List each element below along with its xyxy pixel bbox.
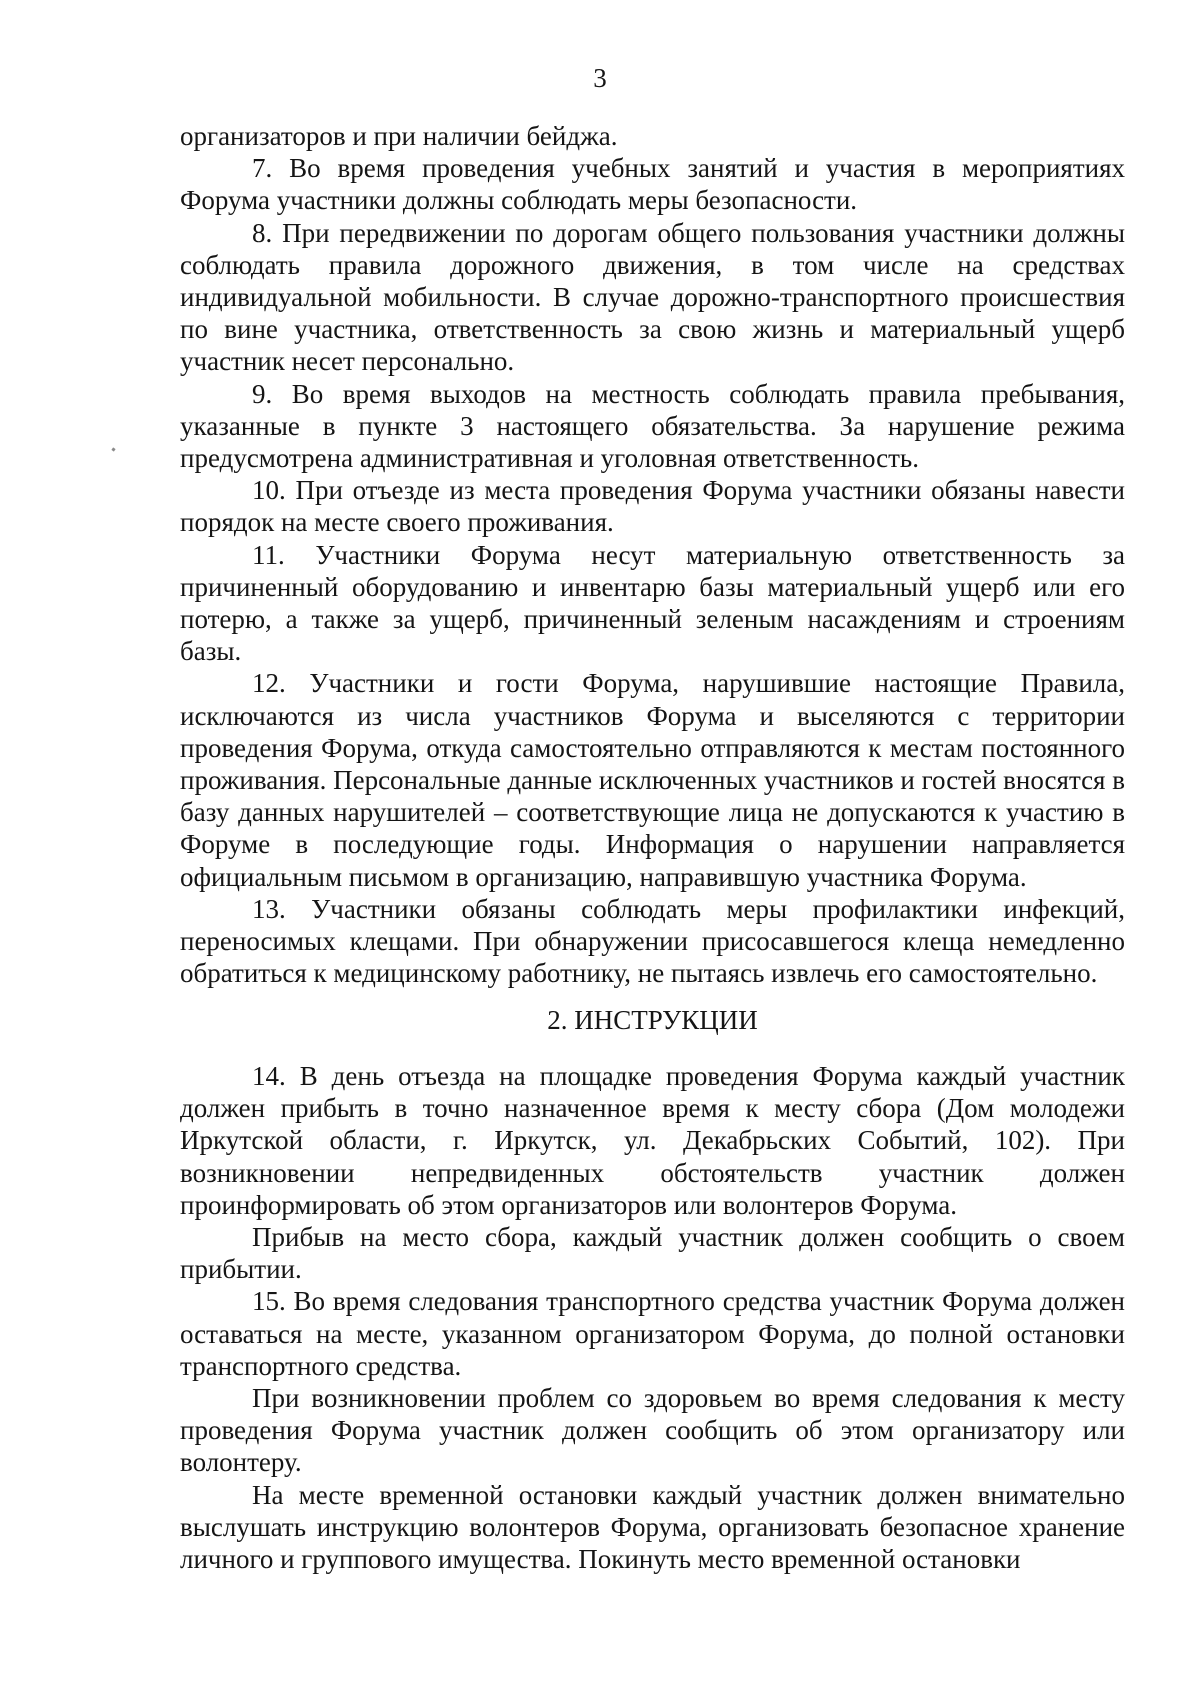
paragraph-item-14: 14. В день отъезда на площадке проведения Форума каждый участник должен прибыть в точно назначенное время к месту сбора (Дом молодежи Иркутской области, г. Иркутск, ул. Декабрьских Событий, 102). При возникновении непредвиденных обстоятельств участник должен проинформировать об этом организаторов или волонтеров Форума. (180, 1061, 1125, 1220)
paragraph-item-15: 15. Во время следования транспортного средства участник Форума должен оставаться на месте, указанном организатором Форума, до полной остановки транспортного средства. (180, 1286, 1125, 1381)
paragraph-item-13: 13. Участники обязаны соблюдать меры профилактики инфекций, переносимых клещами. При обнаружении присосавшегося клеща немедленно обратиться к медицинскому работнику, не пытаясь извлечь его самостоятельно. (180, 893, 1125, 989)
paragraph-item-11: 11. Участники Форума несут материальную ответственность за причиненный оборудованию и инвентарю базы материальный ущерб или его потерю, а также за ущерб, причиненный зеленым насаждениям и строениям базы. (180, 539, 1125, 667)
paragraph-arrival: Прибыв на место сбора, каждый участник должен сообщить о своем прибытии. (180, 1222, 1125, 1285)
page-number: 3 (593, 63, 607, 93)
section-2-body (180, 1060, 1125, 1575)
paragraph-item-8: 8. При передвижении по дорогам общего пользования участники должны соблюдать правила дорожного движения, в том числе на средствах индивидуальной мобильности. В случае дорожно-транспортного происшествия по вине участника, ответственность за свою жизнь и материальный ущерб участник несет персонально. (180, 217, 1125, 377)
paragraph-continuation: организаторов и при наличии бейджа. (180, 121, 618, 151)
paragraph-item-7: 7. Во время проведения учебных занятий и участия в мероприятиях Форума участники должны соблюдать меры безопасности. (180, 153, 1125, 216)
paragraph-item-10: 10. При отъезде из места проведения Форума участники обязаны навести порядок на месте своего проживания. (180, 475, 1125, 538)
section-1-body (180, 120, 1125, 989)
paragraph-item-12: 12. Участники и гости Форума, нарушившие настоящие Правила, исключаются из числа участников Форума и выселяются с территории проведения Форума, откуда самостоятельно отправляются к местам постоянного проживания. Персональные данные исключенных участников и гостей вносятся в базу данных нарушителей – соответствующие лица не допускаются к участию в Форуме в последующие годы. Информация о нарушении направляется официальным письмом в организацию, направившую участника Форума. (180, 668, 1125, 892)
paragraph-stop: На месте временной остановки каждый участник должен внимательно выслушать инструкцию волонтеров Форума, организовать безопасное хранение личного и группового имущества. Покинуть место временной остановки (180, 1479, 1125, 1575)
section-heading-instructions: 2. ИНСТРУКЦИИ (547, 1005, 758, 1035)
paragraph-item-9: 9. Во время выходов на местность соблюдать правила пребывания, указанные в пункте 3 настоящего обязательства. За нарушение режима предусмотрена административная и уголовная ответственность. (180, 378, 1125, 474)
paragraph-health: При возникновении проблем со здоровьем во время следования к месту проведения Форума участник должен сообщить об этом организатору или волонтеру. (180, 1383, 1125, 1478)
scan-speck (111, 447, 115, 451)
